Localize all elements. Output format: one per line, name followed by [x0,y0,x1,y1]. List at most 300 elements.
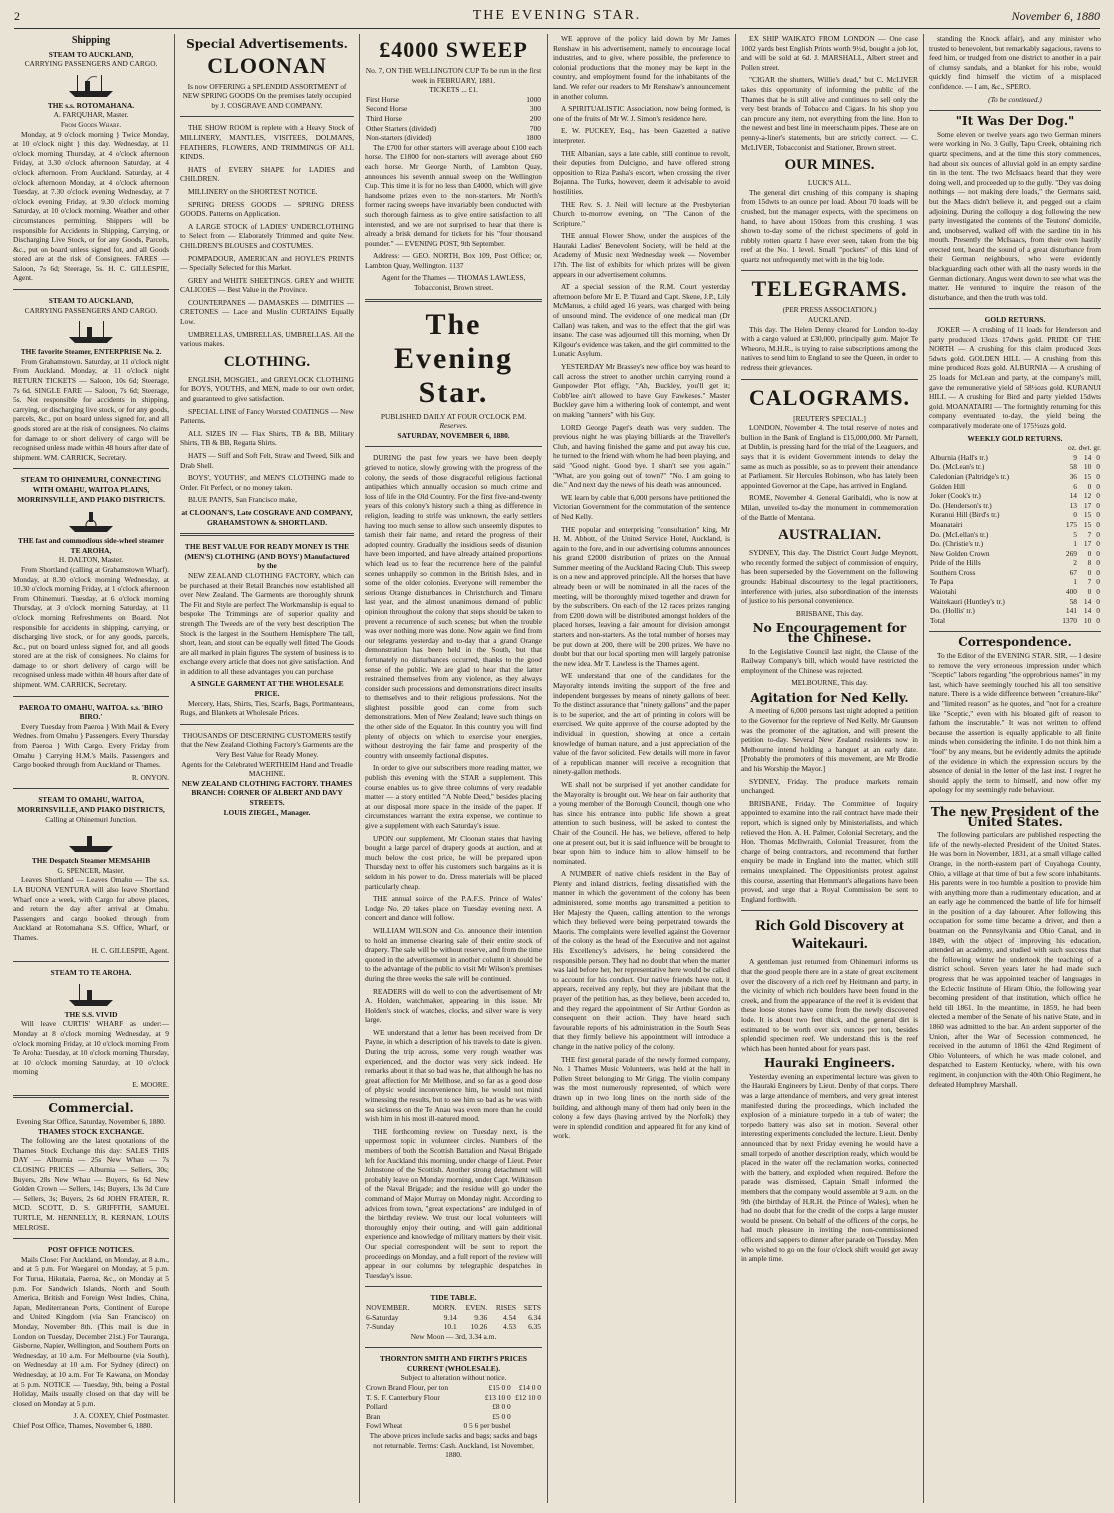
auckland-ad-subtitle: CARRYING PASSENGERS AND CARGO. [24,59,158,69]
office-boy-note: YESTERDAY Mr Brassey's new office boy was heard to call across the street to another urchin carrying round a Gunpowder Plot effigy, "Ah, Buckley, you'll get it; Cobb'lee ain't allowed to have Guy Fawkeses." Master Buckley gave him a withering look of contempt, and went on making "tanners" with his Guy. [553,362,730,419]
rome-cable: ROME, November 4. General Garibaldi, who is now at Milan, unveiled to-day the monument in commemoration of the Battle of Mentana. [741,493,918,522]
divider [13,788,169,789]
gold-returns-heading: GOLD RETURNS. [984,315,1046,325]
cloonan-clothing: ENGLISH, MOSGIEL, and GREYLOCK CLOTHING for BOYS, YOUTHS, and MEN, made to our own order, and guaranteed to give satisfaction. [180,374,354,404]
supplement-note: In order to give our subscribers more reading matter, we publish this evening with the STAR a supplement. This course enables us to give three columns of very readable matter — a story entitled "A Noble Deed," besides placing at our disposal more space in the inside of the paper. If circumstances warrant the extra expense, we continue to give a supplement with each Saturday's issue. [365,763,542,830]
our-mines-heading: OUR MINES. [784,157,875,174]
holden-note: READERS will do well to con the advertisement of Mr A. Holden, watchmaker, appearing in this issue. Mr Holden's stock of watches, clocks, and silver ware is very large. [365,986,542,1025]
kelly-body: A meeting of 6,000 persons last night adopted a petition to the Governor for the reprieve of Ned Kelly. Mr Gaunson was the promoter of the agitation, and will present the petition to-day. Several New Zealand residents now in Melbourne intend holding a banquet at an early date. [Probably the promoters of this movement, are Mr Brodie and his Worship the Mayor.] [741,706,918,774]
gold-return-row [929,558,1101,568]
gold-return-row [929,549,1101,559]
dog-story-heading: "It Was Der Dog." [955,114,1075,129]
table-cell: 6.35 [528,1322,541,1332]
sydney-cable: SYDNEY, This day. The District Court Judge Meynott, who recently formed the subject of commission of enquiry, has been superseded by the Government on the following grounds: Habitual discourtesy to the legal practitioners, interference with juries, also subordination of the interests of justice to his personal convenience. [741,548,918,606]
table-cell: 141 [1065,606,1077,616]
waikato-ad: EX SHIP WAIKATO FROM LONDON — One case 1002 yards best English Prints worth 9½d, bought a job lot, and will be sold at 6d. J. MARSHALL, Albert street and Pollen street. [741,34,918,72]
table-cell: 0 [1096,558,1100,568]
divider [13,1238,169,1239]
table-cell: 1 [1073,539,1077,549]
sweep-address: Address: — GEO. NORTH, Box 109, Post Office; or, Lambton Quay, Wellington. 1137 [365,251,542,270]
aroha-ship-name: THE S.S. VIVID [64,1009,118,1019]
prices-current-subtitle: Subject to alteration without notice. [400,1373,507,1383]
wilson-sale-note: WILLIAM WILSON and Co. announce their intention to hold an immense clearing sale of their entire stock of drapery. The sale will be without reserve, and from the time quoted in the advertisement in another column it should be to the advantage of the public to visit Mr Wilson's premises during the three weeks the sale will be continued. [365,925,542,983]
post-office-footer: Chief Post Office, Thames, November 6, 1880. [13,1420,153,1430]
table-cell: Total [930,615,946,625]
divider [929,110,1101,111]
auckland2-ship-name: THE favorite Steamer, ENTERPRISE No. 2. [20,347,162,357]
table-cell: Southern Cross [930,567,976,577]
table-cell: 700 [529,123,541,133]
cloonan-note: UPON our supplement, Mr Cloonan states that having bought a large parcel of drapery goods at auction, and at much below the cost price, he will be prepared upon Thursday next to offer his customers such bargains as it is seldom in his power to do. Dress materials will be placed particularly cheap. [365,833,542,891]
steamship-icon [67,982,115,1008]
table-cell: 58 [1069,596,1077,606]
table-cell: 10.26 [470,1322,488,1332]
table-cell: New Golden Crown [930,548,990,558]
table-cell: 14 [1083,452,1092,462]
table-cell: 14 [1069,491,1077,501]
table-cell: 5 [1073,529,1077,539]
gold-return-row [929,539,1101,549]
published-line: PUBLISHED DAILY AT FOUR O'CLOCK P.M. [380,411,527,421]
kelly-heading: Agitation for Ned Kelly. [750,690,909,705]
table-cell: NOVEMBER. [366,1302,410,1312]
table-cell: 67 [1069,567,1077,577]
table-cell: First Horse [366,94,400,104]
column-shipping [8,34,175,1503]
auckland2-schedule: From Grahamstown. Saturday, at 11 o'clock night From Auckland. Monday, at 11 o'clock night RETURN TICKETS — Saloon, 10s 6d; Steerage, 7s 6d. SINGLE FARE — Saloon, 7s 6d; Steerage, 5s. Not responsible for accidents in shipping, carrying, or discharging live stock, or for any goods, parcels, &c., put on board unless signed for, and all goods stored are at the risk of consignees. No claims for damage to or short delivery of cargo will be recognised unless made within 48 hours after date of shipment. WM. CARRICK, Secretary. [13,356,169,462]
weekly-returns-heading: WEEKLY GOLD RETURNS. [967,433,1063,443]
gold-return-row [929,530,1101,540]
table-cell: Golden Hill [930,481,966,491]
spiritualistic-note: A SPIRITUALISTIC Association, now being formed, is one of the fruits of Mr W. J. Simon's residence here. [553,104,730,123]
cloonan-hats-felt: HATS — Stiff and Soft Felt, Straw and Tweed, Silk and Drab Shell. [180,451,354,470]
table-cell: Crown Brand Flour, per ton [366,1383,449,1393]
post-office-signature: J. A. COXEY, Chief Postmaster. [73,1411,169,1421]
sweep-title: £4000 SWEEP [379,37,528,62]
brisbane-inquiry: BRISBANE, Friday. The Committee of Inquiry appointed to examine into the rail contract have made their report, which is signed only by Ministerialists, and which relieved the Hon. A. H. Palmer, Colonial Secretary, and the Hon. Thomas McIlwraith, Colonial Treasurer, from the charge of being contractors, and recommend that further enquiry be made in England into the matter, which still remains unexplained. The Oppositionists protest against this course, asserting that Hemmant's allegations have been proved, and urge that a Royal Commission be sent to England forthwith. [741,798,918,904]
table-cell: 9 [1073,452,1077,462]
divider [741,910,918,911]
column-telegrams [736,34,924,1503]
table-cell: 6.34 [528,1312,541,1322]
mcliver-ad: "CIGAR the shutters, Willie's dead," but C. McLIVER takes this opportunity of informing the public of the Thames that he is still alive and continues to sell only the very best brands of Tobacco and Cigars. In his shop you can procure any item, not everything from the line. Hon to the newest and best line in meerschaum pipes. These are on penny-a-liner's statements, but are strictly correct. — C. McLIVER, Tobacconist and Stationer, Brown street. [741,75,918,152]
steamship-icon [67,319,115,345]
table-cell: 7 [1087,577,1092,587]
table-cell: 0 [1087,481,1092,491]
table-cell: 17 [1083,539,1092,549]
table-cell: 0 [1096,587,1100,597]
table-cell: Second Horse [366,104,408,114]
omahu-signature: H. C. GILLESPIE, Agent. [91,945,169,955]
payne-letter-note: WE understand that a letter has been received from Dr Payne, in which a description of his travels to date is given. During the trip across, some very rough weather was experienced, and the doctor was very sick indeed. He remarks about it that so bad was he, that although he has no great affection for Mr Mellhose, and so far as a good dose of physic would inconvenience him, he would not mind witnessing the results, but to see him so bad as he was with sea sickness on the Te Anau was even more than he could wish him in his most ill-natured mood. [365,1027,542,1124]
table-cell: 0 [1096,529,1100,539]
sweep-prize-table [365,95,542,143]
auckland-from: From Goods Wharf. [60,119,122,129]
cloonan-showroom: THE SHOW ROOM is replete with a Heavy Stock of MILLINERY, MANTLES, VISITEES, DOLMANS, FEATHERS, FLOWERS, AND TRIMMINGS OF ALL KINDS. [180,123,354,162]
gold-return-row [929,520,1101,530]
table-cell: 0 [1087,548,1092,558]
table-cell: 0 [1096,615,1100,625]
table-cell: 0 [1096,510,1100,520]
table-cell: Te Papa [930,577,954,587]
rev-neil-note: THE Rev. S. J. Neil will lecture at the Presbyterian Church to-morrow evening, on "The Canon of the Scripture." [553,199,730,228]
prize-row [365,124,542,134]
table-cell: Other Starters (divided) [366,123,437,133]
gold-total-row [929,616,1101,626]
table-cell: Waiotahi [930,587,957,597]
melbourne-dateline: MELBOURNE, This day. [791,678,868,688]
omahu-master: G. SPENCER, Master. [57,865,125,875]
lucks-all-heading: LUCK'S ALL. [807,178,852,188]
correspondence-body: To the Editor of the EVENING STAR. SIR, — I desire to remove the very erroneous impression under which "Sceptic" labors regarding "the opprobrious names" in my last, which have seemingly touched his all too sensitive nature. There is a wide difference between "creature-like" and "limited reason" as he quotes, and "not for a creature like "Sceptic," even with his bloated gift of reason to fathom the inscrutable." It was not written to offend because the assertion is equally applicable to all finite minds when considering the infinite. I do not think him a "fool" by any means, but he evidently admits the aptitude of the evidence in which the expression occurs by the absence of denial in the letter of the last inst. I regret he should apply the term to himself, and now offer my apology for my seemingly rude behaviour. [929,651,1101,795]
engineers-heading: Hauraki Engineers. [763,1056,896,1071]
cloonan-underclothing: A LARGE STOCK of LADIES' UNDERCLOTHING to Select from — Elaborately Trimmed and quite New. CHILDREN'S BLOUSES and COSTUMES. [180,221,354,250]
president-body: The following particulars are published respecting the life of the newly-elected President of the United States. He was born in November, 1831, at a small village called Orange, in the north-eastern part of Cuyahoga County, Ohio, a village at that time of but a few score inhabitants. His parents were in too humble a position to provide him with anything more than a rudimentary education, and at an early age he commenced the battle of life for himself in the position of a day labourer. After following this occupation for some time became a driver, and then a boatman on the Pennsylvania and Ohio Canal, and in 1849, with the object of improving his education, attended an academy, and studied with such success that the following winter he undertook the teaching of a district school. Seven years later he had made such progress that he was appointed teacher of languages in the Eclectic Institute of Hiram Ohio, the following year becoming president of that institution, which office he held till 1861. In the meantime, in 1859, he had been elected a member of the Senate of his native State, and in 1860 was admitted to the bar. An ardent supporter of the Union, after the War of Secession commenced, he received in the autumn of 1861 the 42nd Regiment of Ohio Volunteers, of which he was made colonel, and despatched to Eastern Kentucky, where, with his own regiment, in conjunction with the 40th Ohio Regiment, he defeated Humphrey Marshall. [929,830,1101,1089]
divider [929,631,1101,632]
table-cell: 10.1 [443,1322,457,1332]
native-chiefs-note: A NUMBER of native chiefs resident in the Bay of Plenty and inland districts, feeling dissatisfied with the manner in which the government of the colony has been administered, some months ago transmitted a petition to Her Majesty the Queen, calling attention to the wrongs which they believed were being perpetrated towards the Maoris. The complaints were levelled against the Governor of the colony as the head of the Executive and not against His Excellency's advisers, he being considered the responsible person. They had no doubt that when the matter was laid before her, her representative here would be called to account for his conduct. Our native friends have not, it appears, received any reply, but they are jubilant that the prayer of the petition has, as they believe, been acceded to, and they regard the appointment of Sir Arthur Gordon as consequent on their action. They have heard such favourable reports of his administration in the South Seas that they firmly believe his appointment will introduce a change in the native policy of the colony. [553,869,730,1051]
table-cell: MORN. [432,1302,457,1312]
to-be-continued: (To be continued.) [988,94,1042,104]
gold-discovery-heading: Rich Gold Discovery at Waitekauri. [755,918,904,953]
table-cell: 0 [1096,462,1100,472]
ohinemuri-schedule: From Shortland (calling at Grahamstown Wharf). Monday, at 8.30 o'clock morning Wednesday, at 10.30 o'clock morning Friday, at 1 o'clock afternoon From Ohinemuri. Tuesday, at 6 o'clock morning Thursday, at 3 o'clock morning Saturday, at 11 o'clock morning Refreshments on Board. Not responsible for accidents in shipping, carrying, or discharging live stock, or for any goods, parcels, &c., put on board unless signed for, and all goods stored are at the risk of consignees. No claims for damage to or short delivery of cargo will be recognised unless made within 48 hours after date of shipment. WM. CARRICK, Secretary. [13,564,169,690]
auckland-schedule: Monday, at 9 o'clock morning } Twice Monday, at 10 o'clock night } this day. Wednesday, at 11 o'clock morning Thursday, at 4 o'clock afternoon Friday, at 3.30 o'clock afternoon Saturday, at 4 o'clock afternoon. From Auckland. Saturday, at 4 o'clock afternoon Monday, at 4 o'clock afternoon Tuesday, at 7.30 o'clock evening Wednesday, at 7 o'clock evening Friday, at 9.30 o'clock morning Saturday, at 10 o'clock morning. Weather and other circumstances permitting. Shippers will be responsible for Accidents in Shipping, Carrying, or Discharging Live Stock, or for any Goods, Parcels, &c., put on board unless signed for, and all Goods stored are at the risk of Consignees. FARES — Saloon, 7s 6d; Steerage, 5s. H. C. GILLESPIE, Agent. [13,129,169,283]
table-cell: Non-starters (divided) [366,133,432,143]
gold-return-row [929,482,1101,492]
table-cell: Joker (Cook's tr.) [930,491,981,501]
divider [365,1347,542,1348]
table-cell: 6-Saturday [366,1312,399,1322]
weekly-units: oz. dwt. gr. [1067,443,1101,453]
table-cell: 0 [1096,500,1100,510]
paeroa-ad-title: PAEROA TO OMAHU, WAITOA. s.s. 'BIRO BIRO.' [19,702,163,722]
calograms-heading: CALOGRAMS. [749,384,910,410]
correspondence-heading: Correspondence. [958,635,1072,650]
column-local-news [548,34,736,1503]
divider [365,446,542,447]
sweep-subtitle: No. 7, ON THE WELLINGTON CUP To be run in the first week in FEBRUARY, 1881. [365,66,542,85]
gold-return-row [929,587,1101,597]
cloonan-spring-goods: SPRING DRESS GOODS — SPRING DRESS GOODS. Patterns on Application. [180,199,354,219]
table-cell: Pollard [366,1402,388,1412]
ohinemuri-ship-name: THE fast and commodious side-wheel steamer TE AROHA, [18,536,164,555]
divider [13,289,169,290]
table-cell: £13 10 0 [484,1392,511,1402]
stock-quotations: The following are the latest quotations of the Thames Stock Exchange this day: SALES THIS DAY — Alburnia — 25s New Whau — 7s CLOSING PRICES — Alburnia — Sellers, 30s; Buyers, 28s New Whau — Buyers, 6s 6d New Golden Crown — Sellers, 14s; Buyers, 13s 3d Cure — Sellers, 3s; Buyers, 2s 6d JOHN FRATER, R. MCD. SCOTT, D. S. GRIFFITH, SAMUEL TURTLE, M. HENNELLY, R. KERNAN, LOUIS MELROSE. [13,1136,169,1232]
divider [180,116,354,117]
table-cell: Do. (Christie's tr.) [930,539,984,549]
table-cell: 0 [1087,567,1092,577]
lucks-all-body: The general dirt crushing of this company is shaping from 15dwts to an ounce per load. About 70 loads will be crushed, but the manager expects, with the specimens on hand, to have about 150ozs from this crushing. I was shown to-day some of the richest specimens of gold in rubbly rotten quartz I have ever seen, taken from the big reef at the No. 1 level. Small "pockets" of this kind of quartz not unfrequently met with in the big lode. [741,187,918,264]
table-cell: £15 0 0 [488,1383,511,1393]
prize-row [365,104,542,114]
table-cell: 1370 [1062,615,1077,625]
divider [180,724,354,725]
table-cell: 12 [1083,491,1092,501]
cloonan-sheetings: GREY and WHITE SHEETINGS. GREY and WHITE CALICOES — Best Value in the Province. [180,275,354,295]
column-editorial [360,34,548,1503]
table-cell: Bran [366,1411,381,1421]
gold-return-row [929,606,1101,616]
table-cell: 9.36 [474,1312,488,1322]
table-cell: 1800 [526,133,541,143]
sweep-tickets: TICKETS ... £1. [429,85,478,95]
table-cell: Do. (Henderson's tr.) [930,500,992,510]
letter-continued: standing the Knock affair), and any minister who trusted to benevolent, but remarkably sagacious, ravens to feed him, or trudged from one district to another in a pair of clumsy sandals, and a blanket for his robe, would quickly find himself the victim of a misplaced confidence. — I am, &c., SPERO. [929,34,1101,91]
table-cell: Do. (McLean's tr.) [930,462,985,472]
table-cell: 4.53 [503,1322,516,1332]
post-office-body: Mails Close: For Auckland, on Monday, at 8 a.m., and at 5 p.m. For Waegarei on Monday, at 5 p.m. For Turua, Hikutaia, Paeroa, &c., on Monday at 5 p.m. For Sandwich Islands, North and South America, British and Foreign West Indies, China, Japan, Mediterranean Ports, Continent of Europe and United Kingdom (via San Francisco) on Monday, November 8th. (This mail is due in London on Tuesday, December 21st.) For Tauranga, Gisborne, Napier, Wellington, and Southern Ports on Wednesday, at 10 a.m. For Melbourne (via South), on Wednesday at 10 a.m. For Sydney (direct) on Wednesday, at 10 a.m. For Te Kawana, on Monday at 5 p.m. NOTICE — Tuesday, 9th, being a Postal Holiday, Mails usually closed on that day will be closed on Monday at 5 p.m. [13,1254,170,1408]
price-row [365,1402,542,1412]
cloonan-address: at CLOONAN'S, Late COSGRAVE AND COMPANY, GRAHAMSTOWN & SHORTLAND. [181,507,353,527]
table-cell: 0 [1096,481,1100,491]
london-cable: LONDON, November 4. The total reserve of notes and bullion in the Bank of England is £15,000,000. Mr Parnell, at Dublin, is pressing hard for the trial of the Leaguers, and says that it is evident Government intends to delay the same as much as possible, so as to prevent their attendance at Parliament. Sir Hercules Robinson, who has lately been appointed Governor at the Cape, has arrived in England. [741,423,918,490]
ohinemuri-ad-title: STEAM TO OHINEMURI, CONNECTING WITH OMAHU, WAITOA PLAINS, MORRINSVILLE, AND PIAKO DISTRICTS. [17,475,165,504]
cloonan-umbrellas: UMBRELLAS, UMBRELLAS, UMBRELLAS. All the various makes. [180,329,354,349]
divider [365,1286,542,1287]
gold-return-row [929,491,1101,501]
prize-row [365,95,542,105]
ohinemuri-master: H. DALTON, Master. [58,555,124,565]
aroha-signature: E. MOORE. [132,1079,169,1089]
auckland-ad-title: STEAM TO AUCKLAND, [48,49,134,59]
cloonan-title: CLOONAN [207,52,327,78]
table-cell: £12 10 0 [515,1392,541,1402]
gold-discovery-body: A gentleman just returned from Ohinemuri informs us that the good people there are in a state of great excitement over the discovery of a rich reef by Heitmann and party, in the vicinity of which rich boulders have been found in the creek, and from the appearance of the reef it is evident that these loose stones have come from the newly discovered lode. It is about two feet thick, and the general dirt is estimated to be worth over six ounces per ton, besides splendid specimen reef. We understand this is the reef which has been hunted about for years past. [741,957,918,1053]
review-note: THE forthcoming review on Tuesday next, is the uppermost topic in volunteer circles. Numbers of the members of both the Scottish Battalion and Naval Brigade left for Auckland this morning, under charge of Lieut. Peter Johnstone of the Scottish. Another strong detachment will probably leave on Monday morning, under Capt. Wilkinson of the Naval Brigade; and the residue will go under the command of Major Murray on Monday night. According to advices from town, "great expectations" are indulged in of the birthday review. We trust our local volunteers will thoroughly enjoy their outing, and will gain additional experience and knowledge of military matters by their visit. Our special correspondent will be sent to report the proceedings on Monday, and a full report of the review will appear in our columns by telegraphic despatches in Tuesday's issue. [365,1126,542,1280]
cloonan-millinery: MILLINERY on the SHORTEST NOTICE. [188,186,318,196]
table-cell: 1000 [526,94,541,104]
table-cell: 269 [1065,548,1077,558]
factory-manager: LOUIS ZIEGEL, Manager. [223,807,311,817]
table-cell: 1 [1073,577,1077,587]
divider [13,468,169,469]
table-cell: 0 [1087,587,1092,597]
table-cell: 8 [1087,558,1092,568]
mayoralty-note: WE understand that one of the candidates for the Mayoralty intends inviting the support of the free and independent burgesses by means of ninety gallons of beer. To the distinct assurance that "ninety gallons" and the paper is to be superior, and the art of printing in colors will be exercised. We quite approve of the course adopted by the individual in question, showing at once a certain knowledge of human nature, and a just appreciation of the value of the favor solicited. Few details will more in favor of a republican manner will receive a recognition that ninety-gallon methods. [553,671,730,777]
leader-date: SATURDAY, NOVEMBER 6, 1880. [397,430,510,440]
column-miscellany [924,34,1106,1503]
gold-return-row [929,472,1101,482]
best-value-tagline: A SINGLE GARMENT AT THE WHOLESALE PRICE. [190,679,344,699]
telegrams-source: (PER PRESS ASSOCIATION.) [782,305,877,315]
table-cell: 0 [1096,519,1100,529]
prices-current-table [365,1383,542,1431]
table-cell: Moanatairi [930,519,963,529]
sweep-agent: Agent for the Thames — THOMAS LAWLESS, Tobacconist, Brown street. [381,273,526,293]
page-masthead [14,6,1100,29]
steamship-icon [67,828,115,854]
table-cell: 14 [1083,606,1092,616]
omahu-ship-name: THE Despatch Steamer MEMSAHIB [31,856,151,866]
table-cell: 0 [1073,510,1077,520]
brisbane-dateline: BRISBANE, This day. [795,608,864,618]
gold-return-row [929,501,1101,511]
table-cell [512,1402,542,1412]
president-heading: The new President of the United States. [930,804,1100,829]
clothing-heading: CLOTHING. [223,353,311,370]
gold-return-row [929,453,1101,463]
auckland2-ad-subtitle: CARRYING PASSENGERS AND CARGO. [24,305,158,315]
table-cell: 0 5 6 per bushel [463,1421,511,1431]
stock-exchange-title: THAMES STOCK EXCHANGE. [37,1126,145,1136]
sydney-produce: SYDNEY, Friday. The produce markets remain unchanged. [741,776,918,796]
gold-return-row [929,568,1101,578]
table-cell: 0 [1096,596,1100,606]
divider [365,299,542,302]
divider [741,270,918,271]
table-cell: Third Horse [366,113,402,123]
table-cell: Fowl Wheat [366,1421,403,1431]
column-special-advertisements [175,34,360,1503]
calograms-source: [REUTER'S SPECIAL.] [793,413,866,423]
gold-return-row [929,577,1101,587]
volunteer-parade-note: THE first general parade of the newly formed company, No. 1 Thames Music Volunteers, was held at the hall in Pollen Street belonging to Mr Grigg. The violin company was the most numerously represented, of which were drawn up in two long lines on the north side of the building, and although many of them had only been in the colony a few days (having arrived by the Norfolk) they were in splendid condition and appeared fit for any kind of work. [553,1054,730,1141]
steamship-icon [67,73,115,99]
gold-returns-body: JOKER — A crushing of 11 loads for Henderson and party produced 13ozs 17dwts gold. PRIDE OF THE NORTH — A crushing for this claim produced 3ozs 5dwts gold. GOLDEN HILL — A crushing from this mine produced 8ozs gold. ALBURNIA — A crushing of 25 loads for McLean and party, at the company's mill, gave the remunerative yield of 58½ozs gold. KURANUI HILL — A crushing for Bird and party yielded 15dwts gold. MOANATAIRI — The fortnightly returning for this company eventuated to-day, the yield being the comparatively moderate one of 175½ozs gold. [929,325,1101,430]
price-row [365,1421,542,1431]
table-cell: 9.14 [443,1312,457,1322]
table-cell: Do. (McLellan's tr.) [930,529,989,539]
leader-article: DURING the past few years we have been deeply grieved to notice, slowly growing with the progress of the colony, the seeds of those disgraceful religious factional antipathies which annually occasion so much crime and loss of life in the Old Country. For the first five-and-twenty years of this colony's history such a thing as difference in religion, leading to strife was unknown, the early settlers having too much sense to allow such unseemly disputes to tarnish their fair name, and retard the progress of their adopted country. Gradually the insidious seeds of disunion have been imported, and have already attained proportions which lead us to fear the recurrence here of the painful scenes unhappily so common in the British Isles, and in some of the older colonies. Everyone will remember the serious Orange disturbances in Christchurch and Timaru last year, and the almost unanimous demand of public opinion throughout the colony that steps should be taken to prevent a recurrence of such scenes; but when the trouble was over nothing more was done. Now again we find from our telegrams yesterday and to-day that a grand Orange demonstration has been held in the South, but that fortunately no disturbances occurred, thanks to the good sense of the public. We are glad to hear that the latter restrained themselves from any violence, as they always consider such processions and demonstrations direct insults to themselves and to their religious professions. Not the slightest possible good can come from such demonstrations. Men of New Zealand; leave such things on the other side of the Equator. In this country you will find plenty of objects on which to exercise your energies, without destroying the fair fame and prosperity of the country with unseemly factional disputes. [365,453,542,760]
flower-show-note: THE annual Flower Show, under the auspices of the Hauraki Ladies' Benevolent Society, will be held at the Academy of Music next Wednesday week — November 17th. The list of exhibits for which prizes will be given appears in our advertisement columns. [553,231,730,279]
cloonan-hats: HATS of EVERY SHAPE for LADIES and CHILDREN. [180,164,354,184]
divider [13,696,169,697]
aroha-schedule: Will leave CURTIS' WHARF as under:— Monday at 8 o'clock morning Wednesday, at 9 o'clock morning Friday, at 10 o'clock morning From Te Aroha: Tuesday, at 10 o'clock morning Thursday, at 10 o'clock morning Saturday, at 10 o'clock morning [13,1019,169,1077]
divider [741,379,918,380]
table-cell: RISES [495,1302,516,1312]
wertheim-agents: Agents for the Celebrated WERTHEIM Hand and Treadle MACHINE. [181,759,353,779]
prize-row [365,114,542,124]
moon-phase: New Moon — 3rd, 3.34 a.m. [410,1331,497,1341]
table-cell: 300 [529,104,541,114]
commercial-heading: Commercial. [48,1101,134,1116]
thousands-customers: THOUSANDS OF DISCERNING CUSTOMERS testify that the New Zealand Clothing Factory's Garments are the Very Best Value for Ready Money. [180,730,354,760]
rm-court-note: AT a special session of the R.M. Court yesterday afternoon before Mr E. P. Tizard and Capt. Skene, J.P., Lily McManus, a child aged 16 years, was charged with being of unsound mind. The evidence of one medical man (Dr Callan) was taken, and was to the effect that the girl was insane. The case was adjourned till this morning, when Dr Kilgour's evidence was taken, and the girl committed to the Lunatic Asylum. [553,282,730,359]
commercial-office: Evening Star Office, Saturday, November 6, 1880. [16,1117,166,1127]
cloonan-counterpanes: COUNTERPANES — DAMASKES — DIMITIES — CRETONES — Lace and Muslin CURTAINS Equally Low. [180,297,354,327]
post-office-heading: POST OFFICE NOTICES. [48,1245,134,1255]
gold-return-row [929,462,1101,472]
cloonan-prints: POMPADOUR, AMERICAN and HOYLE'S PRINTS — Specially Selected for this Market. [180,253,354,273]
aroha-ad-title: STEAM TO TE AROHA. [50,968,132,978]
table-cell [512,1421,542,1431]
lord-paget-note: LORD George Paget's death was very sudden. The previous night he was playing billiards at the Traveller's Club, and having finished the game and put away his cue, he turned to the friend with whom he had been playing, and said "Good night. Good bye. I shan't see you again." "What, are you going out of town?" "No. I am going to die." And next day the news of his death was announced. [553,422,730,490]
paeroa-schedule: Every Tuesday from Paeroa } With Mail & Every Wednes. from Omahu } Passengers. Every Thursday from Paeroa } With Cargo. Every Friday from Omahu } Carrying H.M.'s Mails. Passengers and Cargo booked through from Auckland or Thames. [13,721,169,770]
renshaw-note: WE approve of the policy laid down by Mr James Renshaw in his advertisement, namely to encourage local industries, and to give, where possible, the preference to colonial productions that the money may be kept in the country, and employment found for the inhabitants of the land. We refer our readers to Mr Renshaw's announcement in another column. [553,34,730,101]
table-cell: £8 0 0 [492,1402,511,1412]
auckland-dateline: AUCKLAND. [807,315,852,325]
kelly-petition-note: WE learn by cable that 6,000 persons have petitioned the Victorian Government for the commutation of the sentence of Ned Kelly. [553,492,730,521]
table-cell: 10 [1083,615,1092,625]
gold-return-row [929,597,1101,607]
table-cell: 36 [1069,471,1077,481]
best-value-title: THE BEST VALUE FOR READY MONEY IS THE (MEN'S) CLOTHING (AND BOYS') Manufactured by the [184,542,350,571]
paeroa-signature: R. ONYON. [131,772,169,782]
telegrams-heading: TELEGRAMS. [751,276,908,302]
table-cell: 200 [529,113,541,123]
omahu-ad-title: STEAM TO OMAHU, WAITOA, MORRINSVILLE, AND PIAKO DISTRICTS, [17,795,165,814]
divider [13,961,169,962]
table-cell: £14 0 0 [518,1383,541,1393]
table-cell: 6 [1073,481,1077,491]
cloonan-coatings: SPECIAL LINE of Fancy Worsted COATINGS — New Patterns. [180,406,354,426]
table-cell: £5 0 0 [492,1411,511,1421]
table-cell: Do. (Hollis' tr.) [930,606,975,616]
cloonan-boys-clothing: BOYS', YOUTHS', and MEN'S CLOTHING made to Order. Fit Perfect, or no money taken. [180,473,354,492]
omahu-schedule: Leaves Shortland — Leaves Omahu — The s.s. LA BUONA VENTURA will also leave Shortland Wharf once a week, with Cargo for above places, and return the day after arrival at Omahu. Passengers and cargo booked through from Auckland at Rotomahana S.S. Office, Wharf, or Thames. [13,875,169,942]
table-cell: SETS [523,1302,541,1312]
table-cell: 175 [1065,519,1077,529]
table-cell: 0 [1096,539,1100,549]
auckland-telegram: This day. The Helen Denny cleared for London to-day with a cargo valued at £30,000, principally gum. Major Te Wheoro, M.H.R., is trying to raise subscriptions among the natives to send him to England to see the Queen, in order to redress their grievances. [741,324,918,373]
table-cell: 7-Sunday [366,1322,395,1332]
reserves-label: Reserves. [439,421,468,431]
best-value-body: NEW ZEALAND CLOTHING FACTORY, which can be purchased at their Retail Branches now established all over New Zealand. The Garments are thoroughly shrunk The Fit and Style are perfect The Workmanship is equal to bespoke The Trimmings are of superior quality and strength The Tweeds are of the very best description The Stock is the largest in the Southern Hemisphere The tall, short, lean, and stout can be equally well fitted The Goods are all marked in plain figures The system of business is to exchange every article that does not give satisfaction. And in addition to all these advantages you can purchase [180,570,354,676]
table-cell: T. S. F. Canterbury Flour [366,1392,440,1402]
table-cell: 58 [1069,462,1077,472]
factory-address: NEW ZEALAND CLOTHING FACTORY. THAMES BRANCH: CORNER OF ALBERT AND DAVY STREETS. [181,778,353,807]
table-cell: 0 [1096,491,1100,501]
page-number: 2 [14,9,20,23]
table-cell: EVEN. [465,1302,488,1312]
table-cell: Caledonian (Paltridge's tr.) [930,471,1010,481]
prices-current-note: The above prices include sacks and bags; sacks and bags not returnable. Terms: Cash. Auckland, 1st November, 1880. [369,1431,538,1460]
table-cell: 2 [1073,558,1077,568]
weekly-gold-table [929,453,1101,626]
table-cell: Alburnia (Hall's tr.) [930,452,988,462]
paddle-steamer-icon [67,508,115,534]
sweep-body: The £700 for other starters will average about £100 each horse. The £1800 for non-starters will average about £60 each horse. Mr George North, of Lambton Quay, announces his seventh annual sweep on the Wellington Cup. This time it is for no less than £4000, which will give handsome prizes even to the non-starters. Mr North's former racing sweeps have invariably been conducted with such thorough fairness as to give entire satisfaction to all interested, and we are not surprised to hear that there is already a brisk demand for tickets for his "four thousand pounder." — EVENING POST, 9th September. [365,142,542,248]
table-cell: 0 [1096,452,1100,462]
divider [13,1095,169,1098]
cloonan-intro: Is now OFFERING a SPLENDID ASSORTMENT of NEW SPRING GOODS On the premises lately occupied by J. COSGRAVE AND COMPANY. [182,81,352,110]
table-cell: 0 [1096,548,1100,558]
prices-current-title: THORNTON SMITH AND FIRTH'S PRICES CURRENT (WHOLESALE). [379,1354,528,1373]
cloonan-shirts: ALL SIZES IN — Flax Shirts, TB & BB, Military Shirts, TB & BB, Regatta Shirts. [180,428,354,448]
divider [180,533,354,536]
table-cell: 4.54 [503,1312,516,1322]
tide-header-row [365,1303,542,1313]
table-cell: Pride of the Hills [930,558,981,568]
table-cell: 15 [1083,510,1092,520]
dog-story-body: Some eleven or twelve years ago two German miners were working in No. 3 Gully, Tapu Creek, obtaining rich quartz specimens, and at the time this story commences, had about six ounces of alluvial gold in an empty sardine tin in the tent. The two McIsaacs heard that they were doing well, and proceeded up to the gully. "Dey vas doing nothings — not making dere loads," the Germans said, but the Macs didn't believe it, and pegged out a claim adjoining. During the colloquy a dog following the new party investigated the contents of the Teutons' domicile, and, unobserved, walked off with the sardine tin in his mouth. Presently the McIsaacs, from their own hastily erected tent, heard the sound of a great disturbance from their German neighbours, who were evidently blackguarding each other with all the nasty words in the German dictionary. Angus went down to see what was the matter. He ventured to inquire the reason of the disturbance, and then the truth was told. [929,129,1101,302]
paper-masthead: The Evening Star. [393,307,514,409]
table-cell: 15 [1083,471,1092,481]
puckey-note: E. W. PUCKEY, Esq., has been Gazetted a native interpreter. [553,126,730,145]
prize-row [365,133,542,143]
divider [929,308,1101,309]
table-cell: 10 [1083,462,1092,472]
australian-heading: AUSTRALIAN. [778,527,881,544]
consultation-note: THE popular and enterprising "consultation" king, Mr H. M. Abbott, of the United Service Hotel, Auckland, is again to the fore, and in our advertising columns announces his grand £2000 distribution of prizes on the Annual Summer meeting of the Auckland Racing Club. This sweep is on a new and approved principle. All the horses that have already been or will be nominated in all the races of the meeting, will be thoroughly mixed together and drawn for by the subscribers. On each of the 12 races prizes ranging from £200 down will be distributed amongst holders of the placed horses, leaving a fair amount for division amongst starters and non-starters. As the total number of horses may be put down at 200, there will be 200 prizes. We have no doubt but that our local sporting men will largely patronise the new idea. Mr T. Lawless is the Thames agent. [553,524,730,668]
council-candidate-note: WE shall not be surprised if yet another candidate for the Mayoralty is brought out. We hear on fair authority that a young member of the Borough Council, though one who has since his entrance into public life shown a great attention to such business, will be asked to contest the Chair of the Council. He has, we believe, offered to help one at present out, but it is said influence will be brought to bear upon him to induce him to allow himself to be nominated. [553,779,730,866]
table-cell: 0 [1096,567,1100,577]
mercery-line: Mercery, Hats, Shirts, Ties, Scarfs, Bags, Portmanteaus, Rugs, and Blankets at Wholesale Prices. [180,698,354,718]
cloonan-blue-pants: BLUE PANTS, San Francisco make, [188,495,297,505]
table-cell: 14 [1083,596,1092,606]
price-row [365,1412,542,1422]
tide-table [365,1303,542,1332]
table-cell: 0 [1096,577,1100,587]
table-cell: Waitekauri (Huntley's tr.) [930,596,1005,606]
table-cell: Kuranui Hill (Bird's tr.) [930,510,1000,520]
soiree-note: THE annual soirce of the P.A.F.S. Prince of Wales' Lodge No. 20 takes place on Tuesday evening next. A concert and dance will follow. [365,894,542,923]
divider [929,801,1101,802]
chinese-heading: No Encouragement for the Chinese. [752,621,907,645]
table-cell: 7 [1087,529,1092,539]
